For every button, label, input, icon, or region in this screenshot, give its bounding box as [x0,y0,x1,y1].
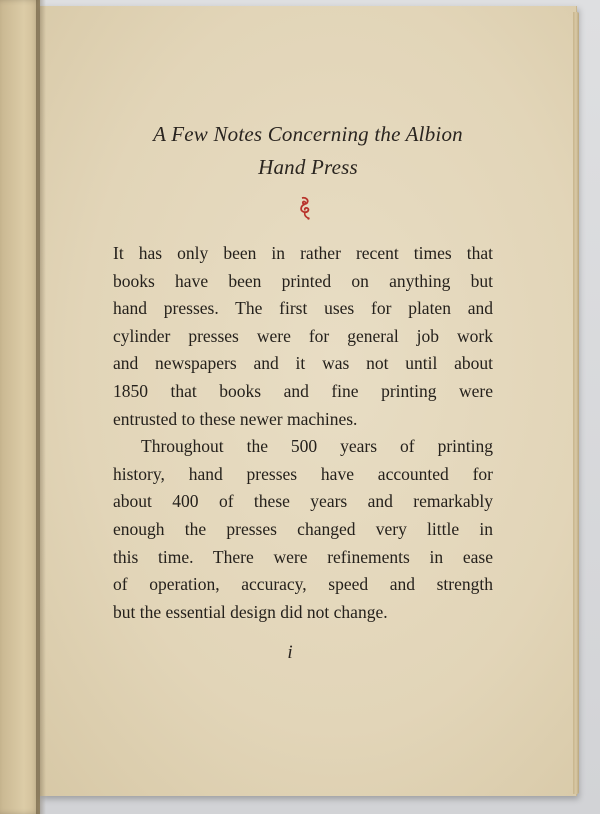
text-line: of operation, accuracy, speed and strength [113,574,493,595]
text-line: entrusted to these newer machines. [113,408,358,429]
body-text [113,240,493,626]
text-line: but the essential design did not change. [113,601,388,622]
text-line: hand presses. The first uses for platen and [113,298,493,319]
text-line: 1850 that books and fine printing were [113,380,493,401]
paragraph-2 [113,433,493,626]
page-number: i [287,642,293,663]
heading-line-2: Hand Press [258,155,358,179]
text-line: books have been printed on anything but [113,270,493,291]
text-line: history, hand presses have accounted for [113,463,493,484]
facing-page-edge [0,0,40,814]
chapter-heading [40,118,576,184]
text-line: about 400 of these years and remarkably [113,491,493,512]
text-line: this time. There were refinements in ease [113,546,493,567]
text-line: It has only been in rather recent times that [113,243,493,263]
text-line: cylinder presses were for general job work [113,325,493,346]
paragraph-1 [113,240,493,433]
text-line: and newspapers and it was not until about [113,353,493,374]
text-line: enough the presses changed very little in [113,518,493,539]
heading-line-1: A Few Notes Concerning the Albion [153,122,463,146]
fleuron-icon [297,196,313,220]
text-line: Throughout the 500 years of printing [141,436,493,457]
